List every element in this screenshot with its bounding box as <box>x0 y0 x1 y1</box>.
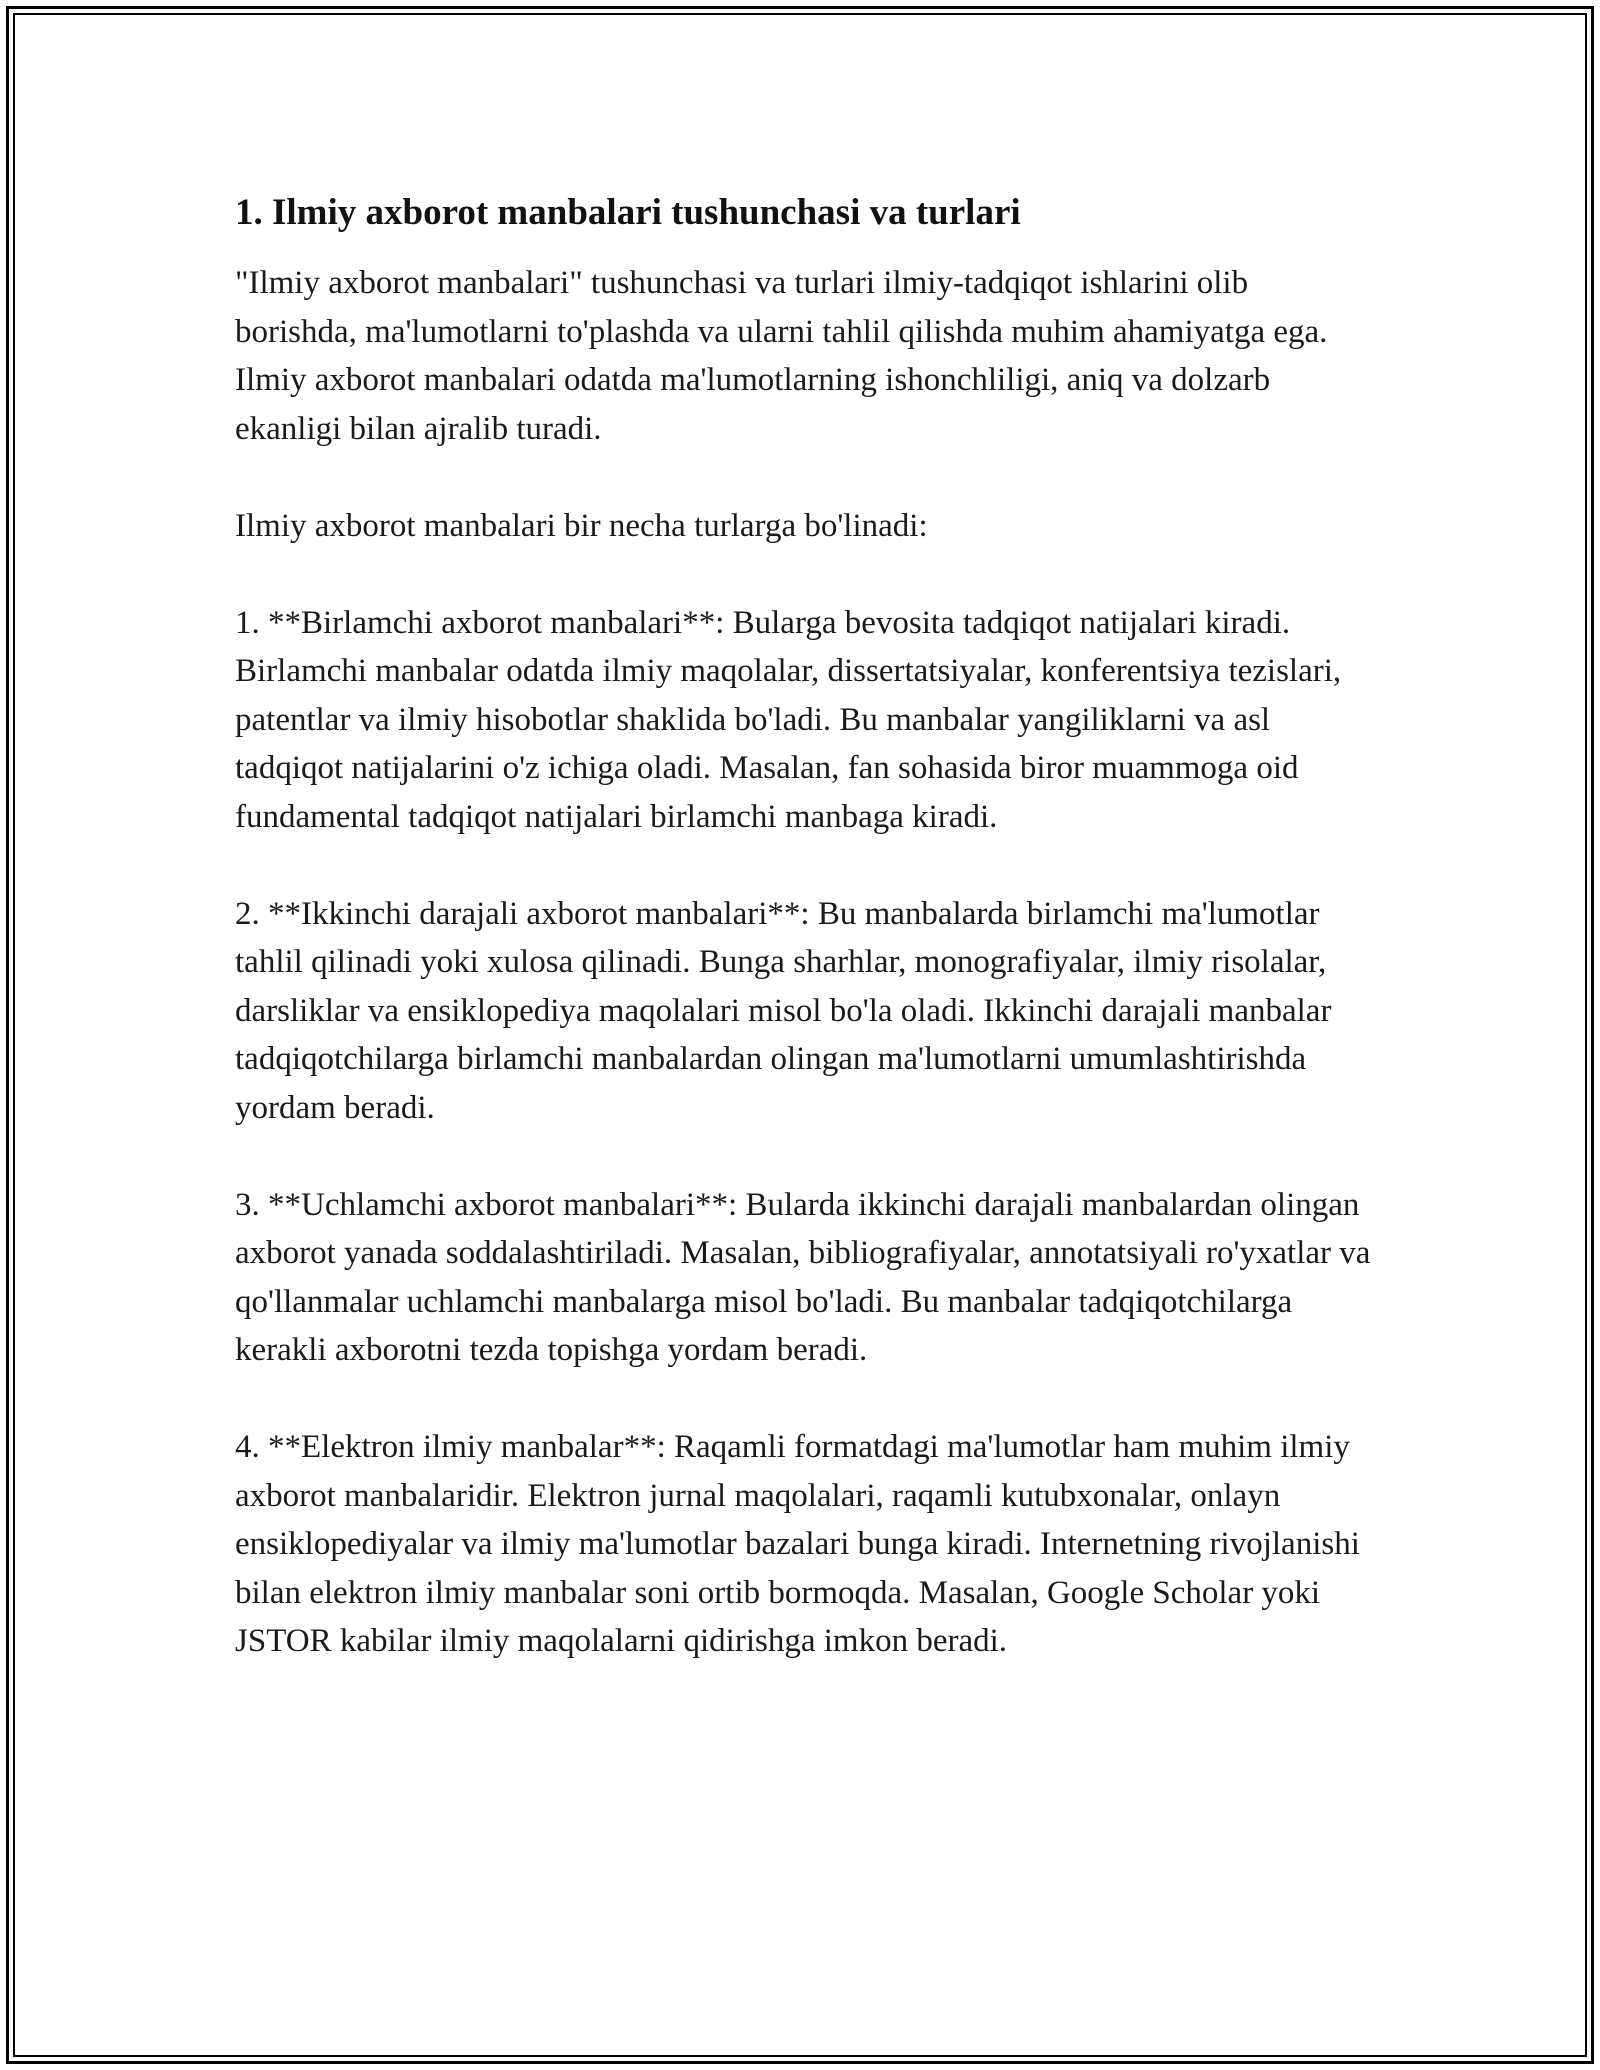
paragraph-gap <box>235 841 1375 890</box>
paragraph-gap <box>235 550 1375 599</box>
list-item-secondary-sources: 2. **Ikkinchi darajali axborot manbalari**: Bu manbalarda birlamchi ma'lumotlar tahlil qilinadi yoki xulosa qilinadi. Bunga sharhlar, monografiyalar, ilmiy risolalar, darsliklar va ensiklopediya maqolalari misol bo'la oladi. Ikkinchi darajali manbalar tadqiqotchilarga birlamchi manbalardan olingan ma'lumotlarni umumlashtirishda yordam beradi. <box>235 895 1332 1126</box>
paragraph-gap <box>235 1132 1375 1181</box>
lead-paragraph: Ilmiy axborot manbalari bir necha turlarga bo'linadi: <box>235 507 928 544</box>
paragraph-gap <box>235 453 1375 502</box>
list-item-electronic-sources: 4. **Elektron ilmiy manbalar**: Raqamli formatdagi ma'lumotlar ham muhim ilmiy axborot manbalaridir. Elektron jurnal maqolalari, raqamli kutubxonalar, onlayn ensiklopediyalar va ilmiy ma'lumotlar bazalari bunga kiradi. Internetning rivojlanishi bilan elektron ilmiy manbalar soni ortib bormoqda. Masalan, Google Scholar yoki JSTOR kabilar ilmiy maqolalarni qidirishga imkon beradi. <box>235 1429 1360 1659</box>
paragraph-gap <box>235 1375 1375 1424</box>
intro-paragraph: "Ilmiy axborot manbalari" tushunchasi va turlari ilmiy-tadqiqot ishlarini olib borishda, ma'lumotlarni to'plashda va ularni tahlil qilishda muhim ahamiyatga ega. Ilmiy axborot manbalari odatda ma'lumotlarning ishonchliligi, aniq va dolzarb ekanligi bilan ajralib turadi. <box>235 265 1328 447</box>
section-heading: 1. Ilmiy axborot manbalari tushunchasi va turlari <box>235 192 1021 233</box>
list-item-primary-sources: 1. **Birlamchi axborot manbalari**: Bularga bevosita tadqiqot natijalari kiradi. Birlamchi manbalar odatda ilmiy maqolalar, dissertatsiyalar, konferentsiya tezislari, patentlar va ilmiy hisobotlar shaklida bo'ladi. Bu manbalar yangiliklarni va asl tadqiqot natijalarini o'z ichiga oladi. Masalan, fan sohasida biror muammoga oid fundamental tadqiqot natijalari birlamchi manbaga kiradi. <box>235 604 1342 835</box>
list-item-tertiary-sources: 3. **Uchlamchi axborot manbalari**: Bularda ikkinchi darajali manbalardan olingan axborot yanada soddalashtiriladi. Masalan, bibliografiyalar, annotatsiyali ro'yxatlar va qo'llanmalar uchlamchi manbalarga misol bo'ladi. Bu manbalar tadqiqotchilarga kerakli axborotni tezda topishga yordam beradi. <box>235 1186 1371 1368</box>
document-body <box>235 185 1375 1666</box>
